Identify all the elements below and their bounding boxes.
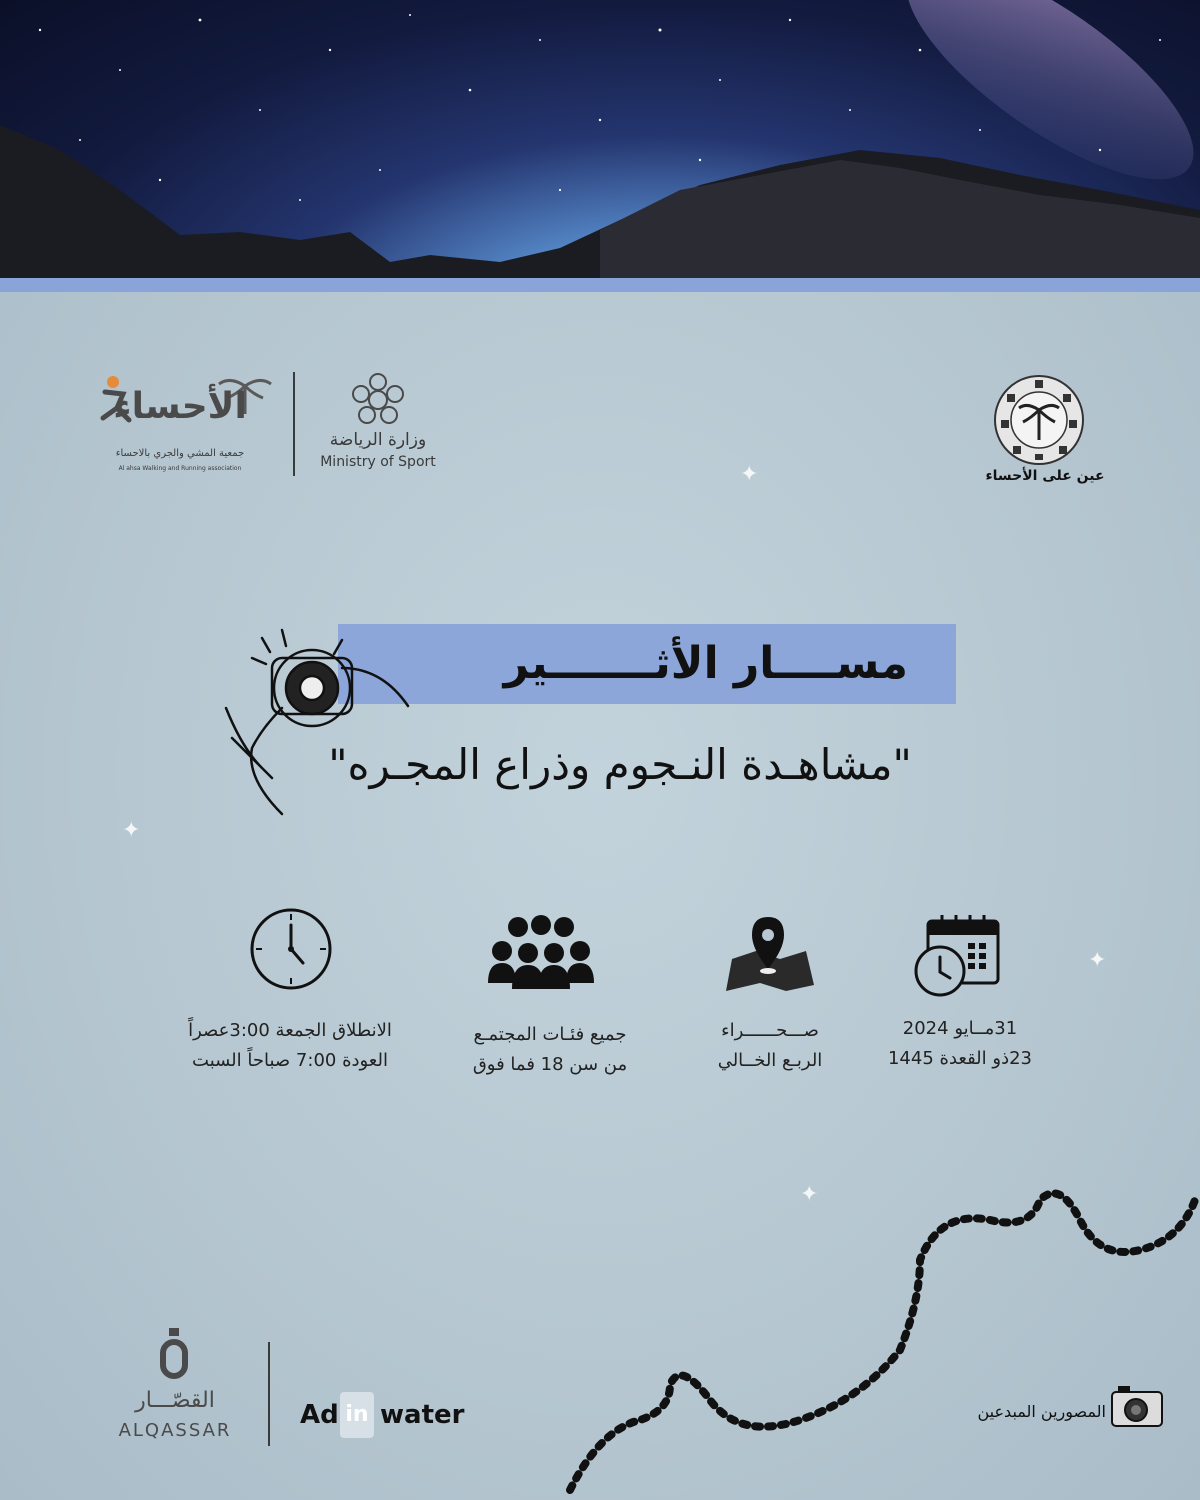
location-line1: صـــحــــــراء [721,1020,819,1041]
ain-ala-ahsa-logo [985,372,1115,492]
event-subtitle: "مشاهـدة النـجوم وذراع المجـره" [328,740,912,789]
calendar-icon [912,915,1004,999]
date-hijri: 23ذو القعدة 1445 [887,1048,1033,1069]
footer-divider [268,1342,270,1446]
ain-name: عين على الأحساء [985,468,1105,484]
logo-divider [293,372,295,476]
event-title: مســــار الأثـــــــير [503,638,908,689]
adinwater-water: water [380,1400,465,1430]
adinwater-ad: Ad [300,1400,339,1430]
alqassar-name-ar: القصّـــار [135,1388,215,1413]
association-subtitle-ar: جمعية المشي والجري بالاحساء [115,448,245,459]
ministry-name-en: Ministry of Sport [320,454,436,470]
footprint-trail-decoration [560,1180,1200,1500]
sparkle-icon: ✦ [740,462,759,487]
photographers-name: المصورين المبدعين [977,1402,1106,1421]
night-sky-banner [0,0,1200,278]
alqassar-mark-icon [155,1328,195,1384]
time-return: العودة 7:00 صباحاً السبت [192,1050,388,1071]
association-subtitle-en: Al ahsa Walking and Running association [118,465,242,472]
clock-icon [249,907,333,991]
sparkle-icon: ✦ [800,1182,819,1207]
ahsa-association-logo [95,372,265,482]
time-info [160,1016,420,1076]
date-gregorian: 31مــايو 2024 [902,1018,1018,1039]
sparkle-icon: ✦ [122,818,141,843]
group-icon [488,915,594,991]
ain-emblem-icon [993,374,1085,466]
ministry-name-ar: وزارة الرياضة [329,430,427,450]
time-start: الانطلاق الجمعة 3:00عصراً [188,1020,392,1041]
milky-way-mountains-image [0,0,1200,278]
alqassar-logo [100,1328,250,1448]
association-name: الأحساء [113,386,247,427]
date-info [860,1014,1060,1074]
ministry-of-sport-logo [318,372,438,482]
accent-band [0,278,1200,292]
location-info [670,1016,870,1076]
sparkle-icon: ✦ [1088,948,1107,973]
audience-line1: جميع فئـات المجتمـع [473,1024,627,1045]
map-pin-icon [722,915,816,991]
camera-icon [1110,1384,1164,1428]
alqassar-name-en: ALQASSAR [118,1420,232,1441]
photographers-logo [940,1384,1170,1434]
ministry-emblem-icon [348,372,408,428]
camera-hands-icon [222,628,412,818]
audience-line2: من سن 18 فما فوق [472,1054,628,1075]
location-line2: الربـع الخــالي [717,1050,823,1071]
audience-info [425,1020,675,1080]
adinwater-in: in [340,1392,374,1438]
adinwater-logo [300,1392,480,1440]
